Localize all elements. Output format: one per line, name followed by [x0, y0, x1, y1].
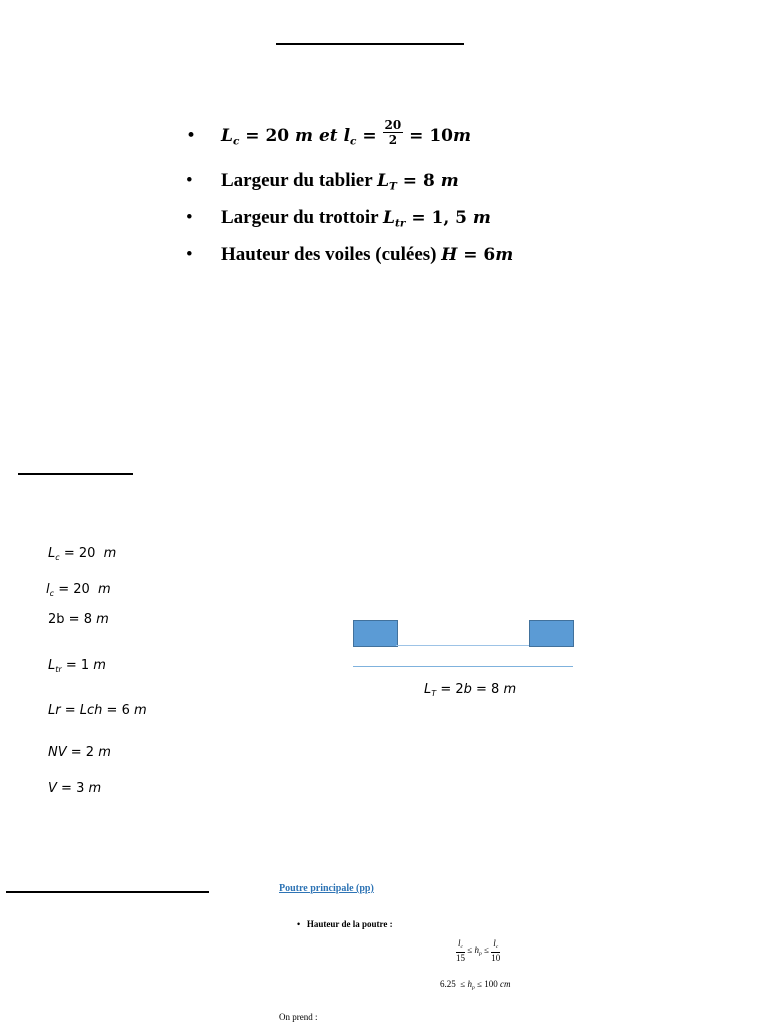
fraction-20-over-2: $\frac{20}{2}$ [384, 118, 402, 147]
hauteur-poutre-bullet: • Hauteur de la poutre : [297, 919, 393, 929]
bullet-item-largeur-trottoir: • Largeur du trottoir $L_{tr} = 1$, 5 m [186, 207, 513, 244]
fraction-lc-over-10: $\frac{l_c}{10}$ [491, 938, 501, 963]
left-sidewalk-block [353, 620, 398, 647]
section3-rule [6, 891, 209, 893]
bullet-item-lc: • $L_c = 20$ m et $l_c$ = $\frac{20}{2}$ = 10m [186, 126, 513, 170]
dim-Lc: $L_c = 20$ m [48, 546, 117, 562]
right-sidewalk-block [529, 620, 574, 647]
deck-width-line [353, 666, 573, 667]
top-rule [276, 43, 464, 45]
inequality-hp-range: $6.25 \le h_p \le 100$ cm [440, 979, 511, 991]
dim-V: V = 3 m [48, 781, 102, 796]
dim-2b: 2b = 8 m [48, 612, 109, 627]
deck-width-label: $L_T = 2b = 8$ m [424, 682, 517, 698]
dim-NV: NV = 2 m [48, 745, 111, 760]
dim-lc: $l_c = 20$ m [46, 582, 111, 598]
fraction-lc-over-15: $\frac{l_c}{15}$ [456, 938, 465, 963]
bullet-item-hauteur-voiles: • Hauteur des voiles (culées) H = 6m [186, 244, 513, 266]
dim-Ltr: $L_{tr} = 1$ m [48, 658, 106, 674]
on-prend-text: On prend : [279, 1012, 318, 1022]
dim-Lr-Lch: Lr = Lch = 6 m [48, 703, 147, 718]
bullet-item-largeur-tablier: • Largeur du tablier $L_T = 8$ m [186, 170, 513, 207]
inequality-hp-fractions: $\frac{l_c}{15}$ ≤ $h_p$ ≤ $\frac{l_c}{10}$ [456, 938, 501, 963]
section2-rule [18, 473, 133, 475]
poutre-principale-heading[interactable]: Poutre principale (pp) [279, 883, 374, 894]
bullet-dot: • [297, 919, 301, 929]
parameters-list [186, 118, 514, 266]
deck-top-line [396, 645, 529, 646]
